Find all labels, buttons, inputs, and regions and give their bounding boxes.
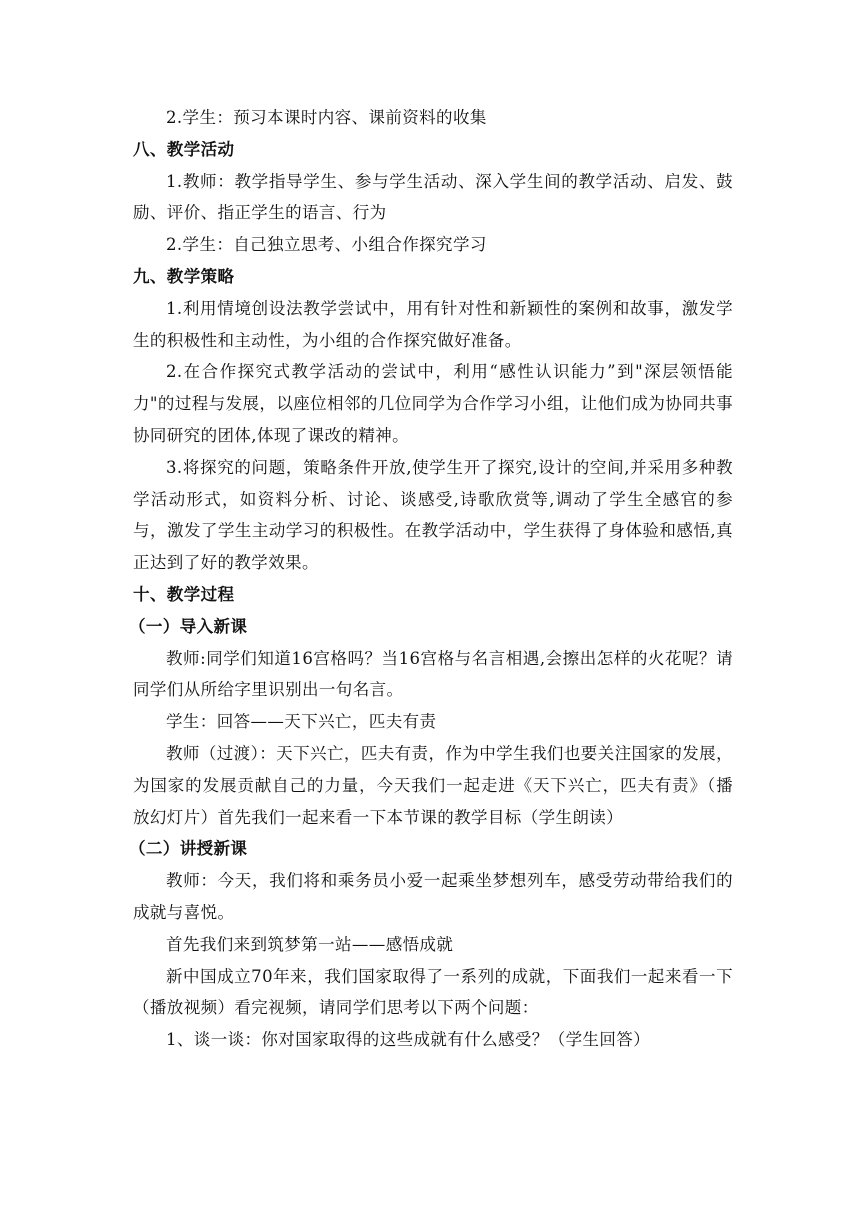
paragraph: 3.将探究的问题，策略条件开放,使学生开了探究,设计的空间,并采用多种教学活动形式，如资料分析、讨论、谈感受,诗歌欣赏等,调动了学生全感官的参与，激发了学生主动学习的积极性。在教学活动中，学生获得了身体验和感悟,真正达到了好的教学效果。: [133, 457, 733, 573]
paragraph: 首先我们来到筑梦第一站——感悟成就: [166, 934, 454, 954]
subsection-heading: （一）导入新课: [129, 616, 248, 636]
section-heading: 十、教学过程: [133, 584, 235, 604]
paragraph: 2.在合作探究式教学活动的尝试中，利用“感性认识能力”到"深层领悟能力"的过程与发展，以座位相邻的几位同学为合作学习小组，让他们成为协同共事协同研究的团体,体现了课改的精神。: [133, 362, 733, 445]
paragraph: 学生：回答——天下兴亡，匹夫有责: [166, 712, 437, 732]
paragraph: 教师：今天，我们将和乘务员小爱一起乘坐梦想列车，感受劳动带给我们的成就与喜悦。: [133, 871, 733, 922]
paragraph: 2.学生：自己独立思考、小组合作探究学习: [166, 235, 487, 255]
section-heading: 八、教学活动: [133, 139, 235, 159]
document-body: [129, 102, 733, 1056]
section-heading: 九、教学策略: [133, 266, 235, 286]
subsection-heading: （二）讲授新课: [129, 839, 248, 859]
paragraph: 1.利用情境创设法教学尝试中，用有针对性和新颖性的案例和故事，激发学生的积极性和主动性，为小组的合作探究做好准备。: [133, 298, 733, 350]
paragraph: 教师:同学们知道16宫格吗？当16宫格与名言相遇,会擦出怎样的火花呢？请同学们从所给字里识别出一句名言。: [133, 648, 733, 700]
paragraph: 新中国成立70年来，我们国家取得了一系列的成就，下面我们一起来看一下（播放视频）看完视频，请同学们思考以下两个问题：: [133, 966, 733, 1018]
paragraph: 1.教师：教学指导学生、参与学生活动、深入学生间的教学活动、启发、鼓励、评价、指正学生的语言、行为: [133, 171, 733, 223]
paragraph: 2.学生：预习本课时内容、课前资料的收集: [166, 108, 487, 127]
paragraph: 教师（过渡）：天下兴亡，匹夫有责，作为中学生我们也要关注国家的发展，为国家的发展贡献自己的力量，今天我们一起走进《天下兴亡，匹夫有责》（播放幻灯片）首先我们一起来看一下本节课的教学目标（学生朗读）: [133, 743, 733, 827]
paragraph: 1、谈一谈：你对国家取得的这些成就有什么感受？（学生回答）: [166, 1030, 651, 1050]
